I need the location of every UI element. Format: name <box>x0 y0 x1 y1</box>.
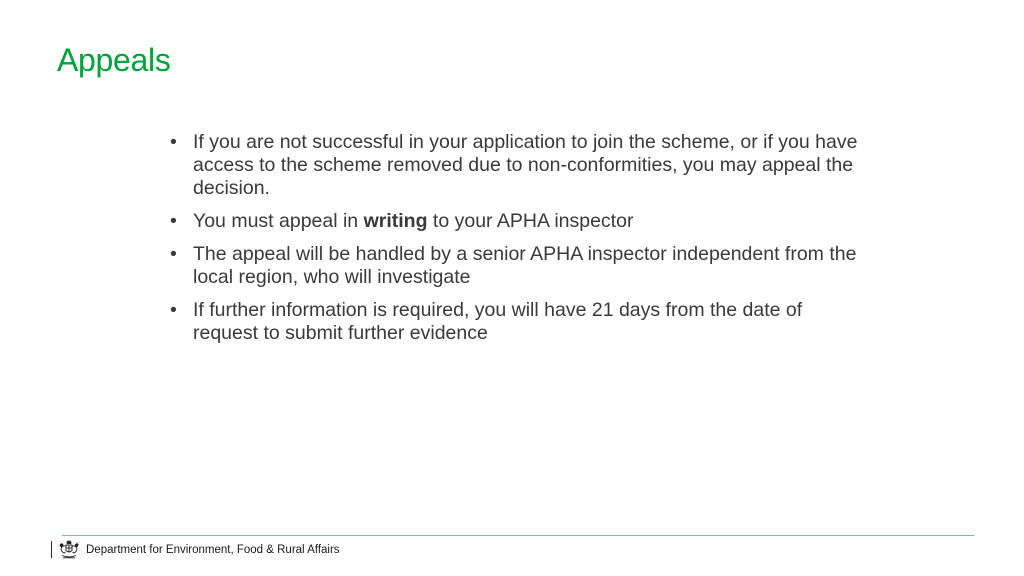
royal-coat-of-arms-icon <box>58 540 80 560</box>
bullet-text-emphasis: writing <box>363 210 428 232</box>
bullet-list <box>170 131 860 355</box>
bullet-item-1 <box>170 131 860 200</box>
bullet-marker: • <box>170 210 177 232</box>
bullet-text: If further information is required, you will have 21 days from the date of request to submit further evidence <box>193 299 803 344</box>
bullet-marker: • <box>170 131 177 153</box>
bullet-text: The appeal will be handled by a senior APHA inspector independent from the local region, who will investigate <box>193 243 857 288</box>
bullet-item-3 <box>170 243 860 289</box>
bullet-marker: • <box>170 299 177 321</box>
bullet-text-end: to your APHA inspector <box>427 210 634 232</box>
bullet-text-start: You must appeal in <box>193 210 364 232</box>
bullet-marker: • <box>170 243 177 265</box>
footer-divider <box>62 535 974 536</box>
footer-accent-bar <box>51 541 52 558</box>
slide-title: Appeals <box>57 42 171 78</box>
bullet-item-4 <box>170 299 860 345</box>
bullet-text: If you are not successful in your application to join the scheme, or if you have access to the scheme removed due to non-conformities, you may appeal the decision. <box>193 131 858 199</box>
footer-organisation-name: Department for Environment, Food & Rural Affairs <box>86 544 340 556</box>
bullet-item-2 <box>170 210 860 233</box>
